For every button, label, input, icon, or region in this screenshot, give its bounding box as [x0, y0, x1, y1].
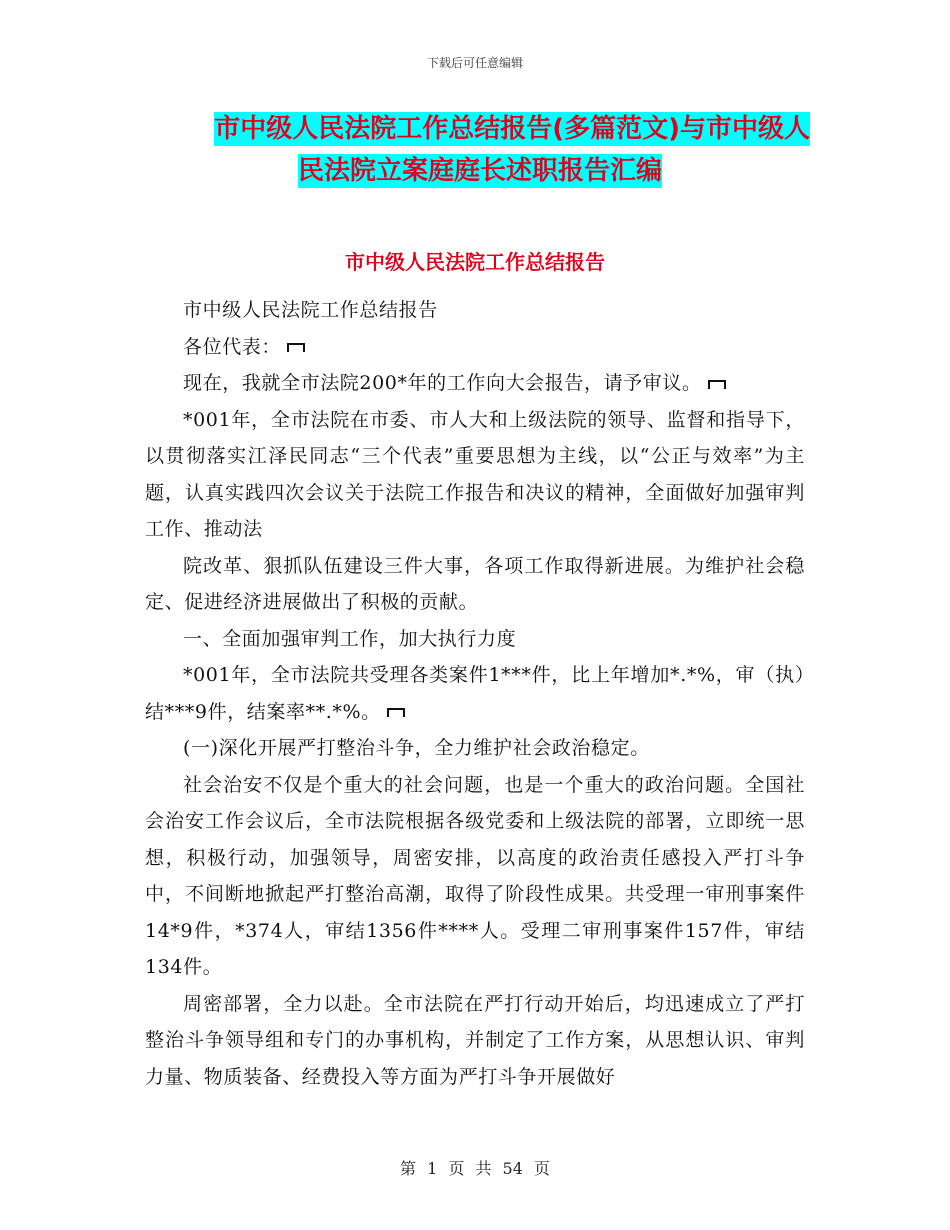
- paragraph: [145, 621, 805, 658]
- paragraph-text: 现在，我就全市法院200*年的工作向大会报告，请予审议。: [183, 372, 702, 394]
- paragraph: [145, 292, 805, 329]
- paragraph-text: *001年，全市法院共受理各类案件1***件，比上年增加*.*%，审（执）结***9件，结案率**.*%。: [145, 664, 805, 723]
- document-title: [150, 108, 810, 192]
- paragraph: [145, 402, 805, 548]
- paragraph: [145, 657, 805, 730]
- paragraph: [145, 548, 805, 621]
- document-title-line-2: [150, 150, 810, 192]
- paragraph-text: (一)深化开展严打整治斗争，全力维护社会政治稳定。: [183, 737, 650, 759]
- paragraph-text: 各位代表：: [183, 335, 282, 358]
- paragraph-text: 院改革、狠抓队伍建设三件大事，各项工作取得新进展。为维护社会稳定、促进经济进展做出了积极的贡献。: [145, 554, 805, 613]
- paragraph-text: 社会治安不仅是个重大的社会问题，也是一个重大的政治问题。全国社会治安工作会议后，全市法院根据各级党委和上级法院的部署，立即统一思想，积极行动，加强领导，周密安排，以高度的政治责任感投入严打斗争中，不间断地掀起严打整治高潮，取得了阶段性成果。共受理一审刑事案件14*9件，*374人，审结1356件****人。受理二审刑事案件157件，审结134件。: [145, 773, 805, 978]
- paragraph-mark-icon: [287, 343, 305, 352]
- paragraph: [145, 767, 805, 986]
- title-highlight-2: 民法院立案庭庭长述职报告汇编: [297, 156, 662, 186]
- paragraph-text: 周密部署，全力以赴。全市法院在严打行动开始后，均迅速成立了严打整治斗争领导组和专门的办事机构，并制定了工作方案，从思想认识、审判力量、物质装备、经费投入等方面为严打斗争开展做好: [145, 992, 805, 1088]
- paragraph-mark-icon: [708, 380, 726, 389]
- paragraph-text: 市中级人民法院工作总结报告: [183, 299, 438, 321]
- paragraph-text: *001年，全市法院在市委、市人大和上级法院的领导、监督和指导下，以贯彻落实江泽民同志“三个代表”重要思想为主线，以“公正与效率”为主题，认真实践四次会议关于法院工作报告和决议的精神，全面做好加强审判工作、推动法: [145, 408, 805, 540]
- paragraph: [145, 329, 805, 366]
- page-footer: 第 1 页 共 54 页: [400, 1159, 550, 1178]
- section-title: 市中级人民法院工作总结报告: [345, 250, 605, 274]
- document-title-line-1: [150, 108, 810, 150]
- paragraph-mark-icon: [387, 708, 405, 717]
- header-note: 下载后可任意编辑: [426, 56, 523, 70]
- document-body: [145, 292, 805, 1095]
- paragraph: [145, 365, 805, 402]
- paragraph: [145, 986, 805, 1096]
- paragraph: [145, 730, 805, 767]
- title-highlight-1: 市中级人民法院工作总结报告(多篇范文)与市中级人: [214, 114, 810, 144]
- paragraph-text: 一、全面加强审判工作，加大执行力度: [183, 627, 517, 650]
